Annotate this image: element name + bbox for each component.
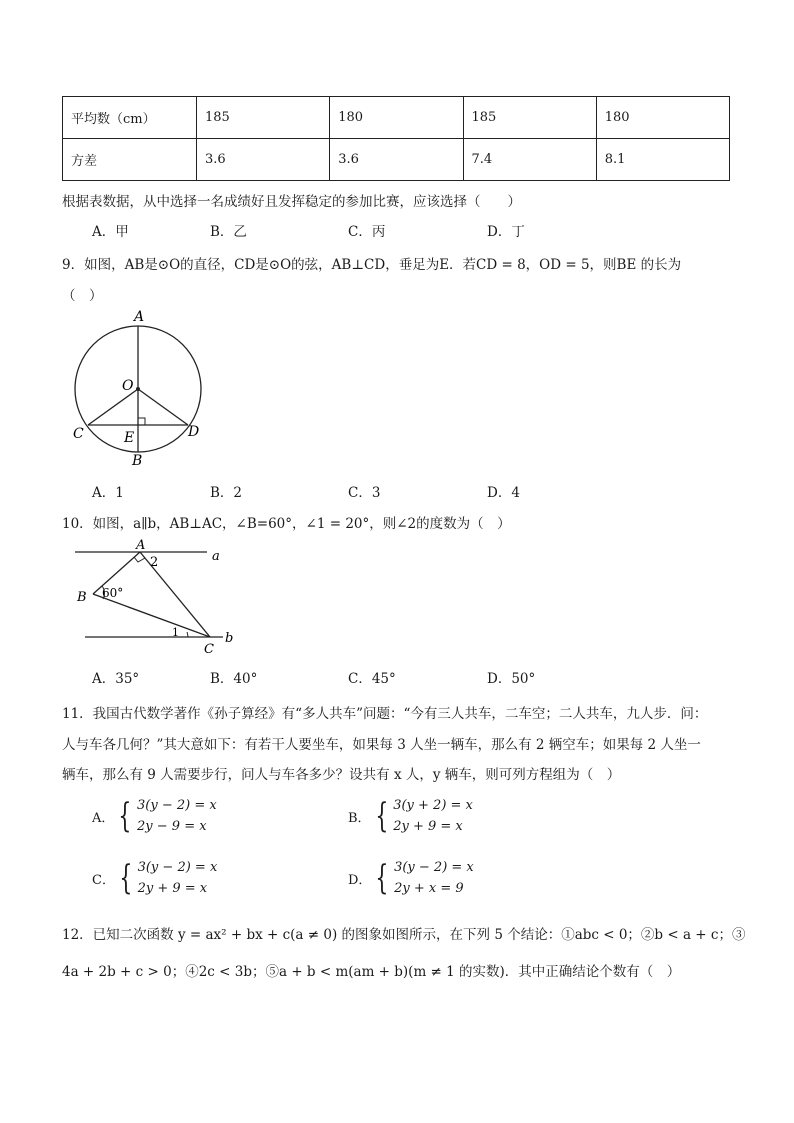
label-e: E	[124, 430, 135, 446]
q11-option-c	[92, 857, 217, 899]
label-b: B	[132, 453, 143, 469]
table-cell: 185	[197, 97, 330, 139]
angle-2-label: 2	[150, 555, 159, 570]
q8-text: 根据表数据，从中选择一名成绩好且发挥稳定的参加比赛，应该选择（ ）	[62, 194, 521, 210]
q11-option-a	[92, 795, 217, 837]
q8-option-d: D．丁	[487, 224, 525, 240]
label-c: C	[73, 426, 84, 442]
circle-figure	[60, 305, 220, 470]
q11-text-line3: 辆车，那么有 9 人需要步行，问人与车各多少？设共有 x 人，y 辆车，则可列方程组为（ ）	[62, 767, 621, 783]
table-cell: 3.6	[197, 139, 330, 181]
q11-option-b	[348, 795, 473, 837]
table-cell: 180	[596, 97, 729, 139]
equation: 2y − 9 = x	[137, 819, 207, 834]
label-b: B	[77, 590, 87, 605]
label-o: O	[122, 378, 134, 394]
brace-icon: {	[118, 796, 132, 836]
table-cell: 180	[330, 97, 463, 139]
line-a-label: a	[212, 549, 220, 564]
label-d: D	[188, 424, 200, 440]
equation: 3(y − 2) = x	[394, 860, 474, 875]
q10-option-b: B．40°	[210, 671, 258, 687]
equation: 3(y + 2) = x	[393, 798, 473, 813]
label-a: A	[134, 309, 145, 325]
data-table	[62, 96, 730, 181]
q9-option-b: B．2	[210, 485, 243, 501]
q9-option-c: C．3	[348, 485, 381, 501]
table-cell: 8.1	[596, 139, 729, 181]
q11-text-line1: 11．我国古代数学著作《孙子算经》有“多人共车”问题：“今有三人共车，二车空；二人共车，九人步．问：	[62, 706, 708, 722]
q10-text: 10．如图，a∥b，AB⊥AC，∠B=60°，∠1 = 20°，则∠2的度数为（ ）	[62, 516, 511, 532]
q8-option-b: B．乙	[210, 224, 247, 240]
table-row	[63, 139, 730, 181]
q12-text-line1: 12．已知二次函数 y = ax² + bx + c(a ≠ 0) 的图象如图所示，在下列 5 个结论：①abc < 0；②b < a + c；③	[62, 927, 746, 943]
q10-option-d: D．50°	[487, 671, 536, 687]
label-c: C	[204, 642, 214, 657]
option-label: C．	[92, 872, 115, 888]
line-b-label: b	[225, 631, 234, 646]
q9-option-d: D．4	[487, 485, 520, 501]
brace-icon: {	[375, 858, 389, 898]
equation: 2y + x = 9	[394, 881, 464, 896]
option-label: D．	[348, 872, 372, 888]
equation: 2y + 9 = x	[393, 819, 463, 834]
option-label: A．	[92, 810, 115, 826]
q9-option-a: A．1	[92, 485, 124, 501]
q12-text-line2: 4a + 2b + c > 0；④2c < 3b；⑤a + b < m(am + b)(m ≠ 1 的实数)．其中正确结论个数有（ ）	[62, 964, 681, 980]
parallel-lines-figure	[70, 535, 250, 660]
q10-option-a: A．35°	[92, 671, 140, 687]
q10-option-c: C．45°	[348, 671, 396, 687]
angle-1-label: 1	[172, 626, 179, 639]
equation: 3(y − 2) = x	[137, 860, 218, 875]
table-cell: 3.6	[330, 139, 463, 181]
brace-icon: {	[374, 796, 388, 836]
label-a: A	[136, 538, 146, 553]
table-row	[63, 97, 730, 139]
q11-option-d	[348, 857, 474, 899]
brace-icon: {	[119, 858, 133, 898]
q9-text: 9．如图，AB是⊙O的直径，CD是⊙O的弦，AB⊥CD，垂足为E．若CD = 8，OD = 5，则BE 的长为	[62, 257, 682, 273]
row-label: 方差	[63, 139, 197, 181]
q9-text-cont: （ ）	[62, 288, 103, 304]
q11-text-line2: 人与车各几何？”其大意如下：有若干人要坐车，如果每 3 人坐一辆车，那么有 2 辆空车；如果每 2 人坐一	[62, 737, 701, 753]
equation: 3(y − 2) = x	[137, 798, 217, 813]
table-cell: 185	[463, 97, 596, 139]
equation: 2y + 9 = x	[137, 881, 208, 896]
table-cell: 7.4	[463, 139, 596, 181]
angle-60-label: 60°	[102, 586, 124, 600]
option-label: B．	[348, 810, 371, 826]
q8-option-a: A．甲	[92, 224, 129, 240]
row-label: 平均数（cm）	[63, 97, 197, 139]
q8-option-c: C．丙	[348, 224, 386, 240]
